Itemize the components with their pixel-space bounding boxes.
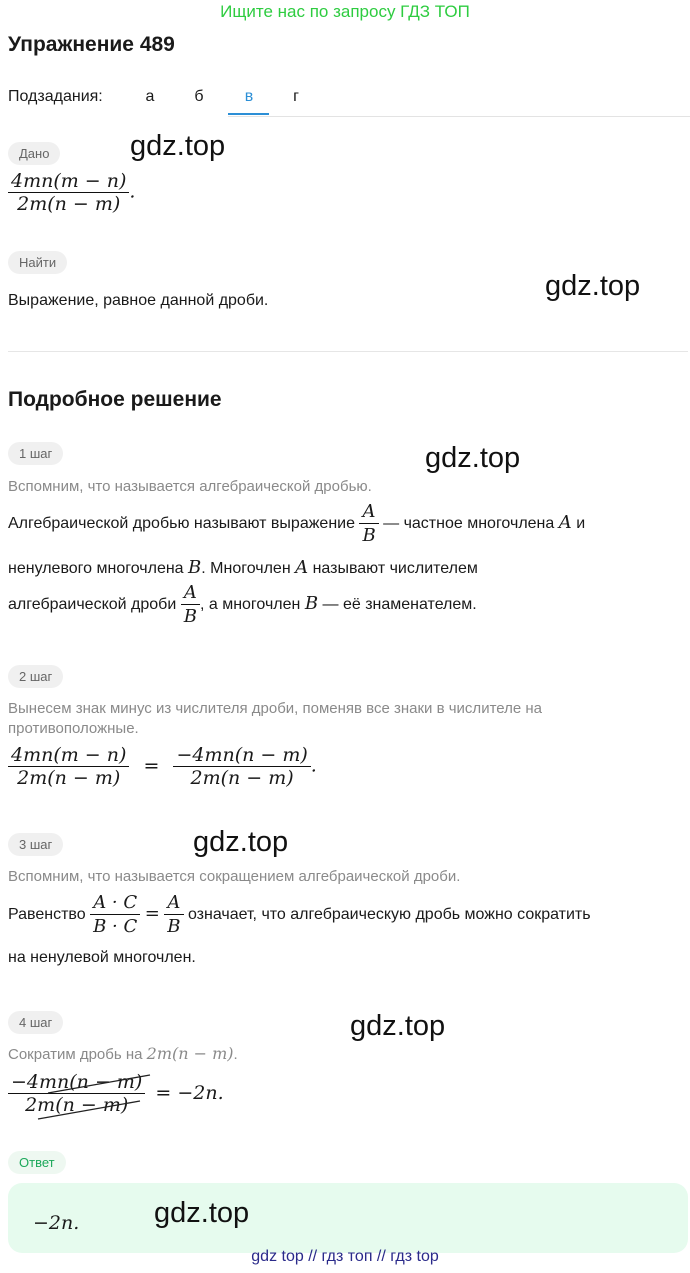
var-b: B (304, 593, 319, 615)
footer-links[interactable]: gdz top // гдз топ // гдз top (251, 1248, 439, 1265)
step-1-line-3 (8, 581, 477, 629)
step-3-hint: Вспомним, что называется сокращением алгебраической дроби. (8, 868, 461, 885)
active-tab-indicator (228, 113, 269, 115)
text: означает, что алгебраическую дробь можно сократить (187, 906, 591, 924)
subtasks-label: Подзадания: (8, 88, 103, 105)
var-b: B (188, 557, 202, 578)
find-pill: Найти (8, 251, 67, 274)
fraction-num: A · C (93, 892, 138, 913)
tab-g[interactable]: г (293, 88, 299, 105)
cancel-strokes (8, 1071, 153, 1125)
step-4-equation (8, 1071, 224, 1116)
text: — частное многочлена (383, 515, 555, 533)
watermark: gdz.top (350, 1010, 446, 1042)
equals: = (144, 903, 160, 925)
text: алгебраической дроби (8, 596, 177, 614)
numerator-cancel: mn(n − m) (39, 1071, 143, 1093)
fraction-num: −4mn(n − m) (176, 744, 308, 766)
var-a: A (295, 557, 309, 578)
text: . (233, 1046, 238, 1063)
given-pill: Дано (8, 142, 60, 165)
tab-a[interactable]: а (145, 88, 155, 105)
step-1-hint: Вспомним, что называется алгебраической дробью. (8, 478, 372, 495)
fraction-den: B · C (90, 914, 140, 938)
denominator-cancel: m(n − m) (37, 1094, 129, 1116)
answer-value: −2n. (33, 1212, 80, 1234)
step-3-line-1 (8, 891, 690, 939)
var-a: A (558, 512, 572, 534)
given-denominator: 2m(n − m) (8, 192, 129, 215)
text: и (576, 515, 586, 533)
fraction-den: B (359, 523, 378, 547)
step-2-equation (8, 744, 317, 789)
given-dot: . (129, 180, 136, 203)
fraction-den: 2m(n − m) (173, 766, 310, 789)
given-numerator: 4mn(m − n) (11, 170, 127, 192)
denominator-coef: 2 (25, 1094, 38, 1116)
fraction-den: 2m(n − m) (8, 766, 129, 789)
text: — её знаменателем. (322, 596, 477, 614)
watermark: gdz.top (154, 1197, 250, 1229)
page-title: Упражнение 489 (8, 33, 175, 56)
step-1-line-1 (8, 500, 690, 548)
fraction-num: A (362, 501, 376, 522)
text: . Многочлен (201, 560, 291, 577)
step-4-pill: 4 шаг (8, 1011, 63, 1034)
tab-b[interactable]: б (194, 88, 204, 105)
tab-v[interactable]: в (244, 88, 254, 105)
step-1-pill: 1 шаг (8, 442, 63, 465)
step-3-pill: 3 шаг (8, 833, 63, 856)
text: Равенство (8, 906, 86, 924)
text: Алгебраической дробью называют выражение (8, 515, 355, 533)
fraction-num: 4mn(m − n) (11, 744, 127, 766)
text: , а многочлен (199, 596, 301, 614)
watermark: gdz.top (425, 442, 521, 474)
numerator-coef: −4 (11, 1071, 40, 1093)
fraction-num: A (183, 582, 197, 603)
dot: . (310, 754, 317, 777)
subtasks-nav (8, 86, 690, 116)
text: ненулевого многочлена (8, 560, 184, 577)
step-1-line-2 (8, 556, 478, 580)
watermark: gdz.top (193, 826, 289, 858)
step-4-hint (8, 1044, 238, 1063)
fraction-den: B (181, 604, 200, 628)
step-2-hint: Вынесем знак минус из числителя дроби, поменяв все знаки в числителе на противоположные. (8, 700, 543, 737)
divider (228, 116, 690, 117)
text: Сократим дробь на (8, 1046, 143, 1063)
answer-box (8, 1183, 688, 1253)
result: = −2n. (155, 1081, 224, 1104)
search-banner[interactable]: Ищите нас по запросу ГДЗ ТОП (220, 2, 470, 21)
find-text: Выражение, равное данной дроби. (8, 292, 269, 309)
equals: = (143, 754, 160, 777)
hint-math: 2m(n − m) (146, 1044, 234, 1063)
watermark: gdz.top (545, 270, 641, 302)
step-3-line-2: на ненулевой многочлен. (8, 949, 196, 966)
fraction-num: A (167, 892, 181, 913)
given-expression (8, 170, 135, 215)
text: называют числителем (312, 560, 478, 577)
watermark: gdz.top (130, 130, 226, 162)
answer-pill: Ответ (8, 1151, 66, 1174)
section-divider (8, 351, 688, 352)
solution-title: Подробное решение (8, 388, 222, 411)
step-2-pill: 2 шаг (8, 665, 63, 688)
fraction-den: B (164, 914, 183, 938)
